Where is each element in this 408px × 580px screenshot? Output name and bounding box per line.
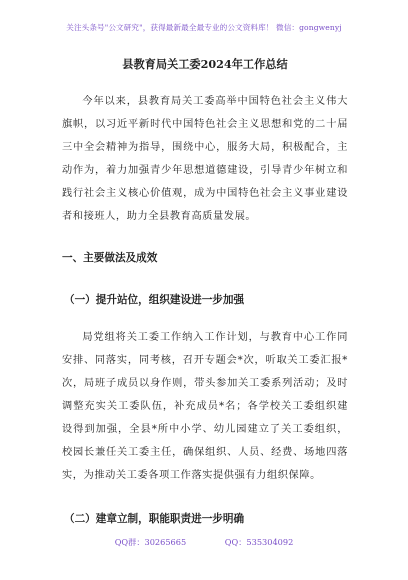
subsection-heading-1: （一）提升站位，组织建设进一步加强 [64, 294, 245, 306]
footer-contact [0, 537, 408, 548]
footer-qq-group: QQ群：30265665 [114, 537, 187, 547]
intro-paragraph: 今年以来，县教育局关工委高举中国特色社会主义伟大旗帜，以习近平新时代中国特色社会主义思想和党的二十届三中全会精神为指导，围绕中心，服务大局，积极配合，主动作为，着力加强青少年思想道德建设，引导青少年树立和践行社会主义核心价值观，成为中国特色社会主义事业建设者和接班人，助力全县教育高质量发展。 [62, 96, 348, 222]
document-page [62, 48, 348, 527]
header-banner: 关注头条号"公文研究"，获得最新最全最专业的公文资料库！ 微信：gongwenyj [66, 23, 342, 32]
section-heading-1: 一、主要做法及成效 [62, 252, 158, 264]
footer-qq: QQ：535304092 [224, 537, 294, 547]
subsection-heading-2: （二）建章立制，职能职责进一步明确 [64, 513, 245, 525]
subsection-body-1: 局党组将关工委工作纳入工作计划，与教育中心工作同安排、同落实，同考核，召开专题会*次，听取关工委汇报*次，局班子成员以身作则，带头参加关工委系列活动；及时调整充实关工委队伍，补充成员*名；各学校关工委组织建设得到加强，全县*所中小学、幼儿园建立了关工委组织，校园长兼任关工委主任，确保组织、人员、经费、场地四落实，为推动关工委各项工作落实提供强有力组织保障。 [62, 332, 348, 481]
document-title: 县教育局关工委2024年工作总结 [122, 57, 288, 71]
